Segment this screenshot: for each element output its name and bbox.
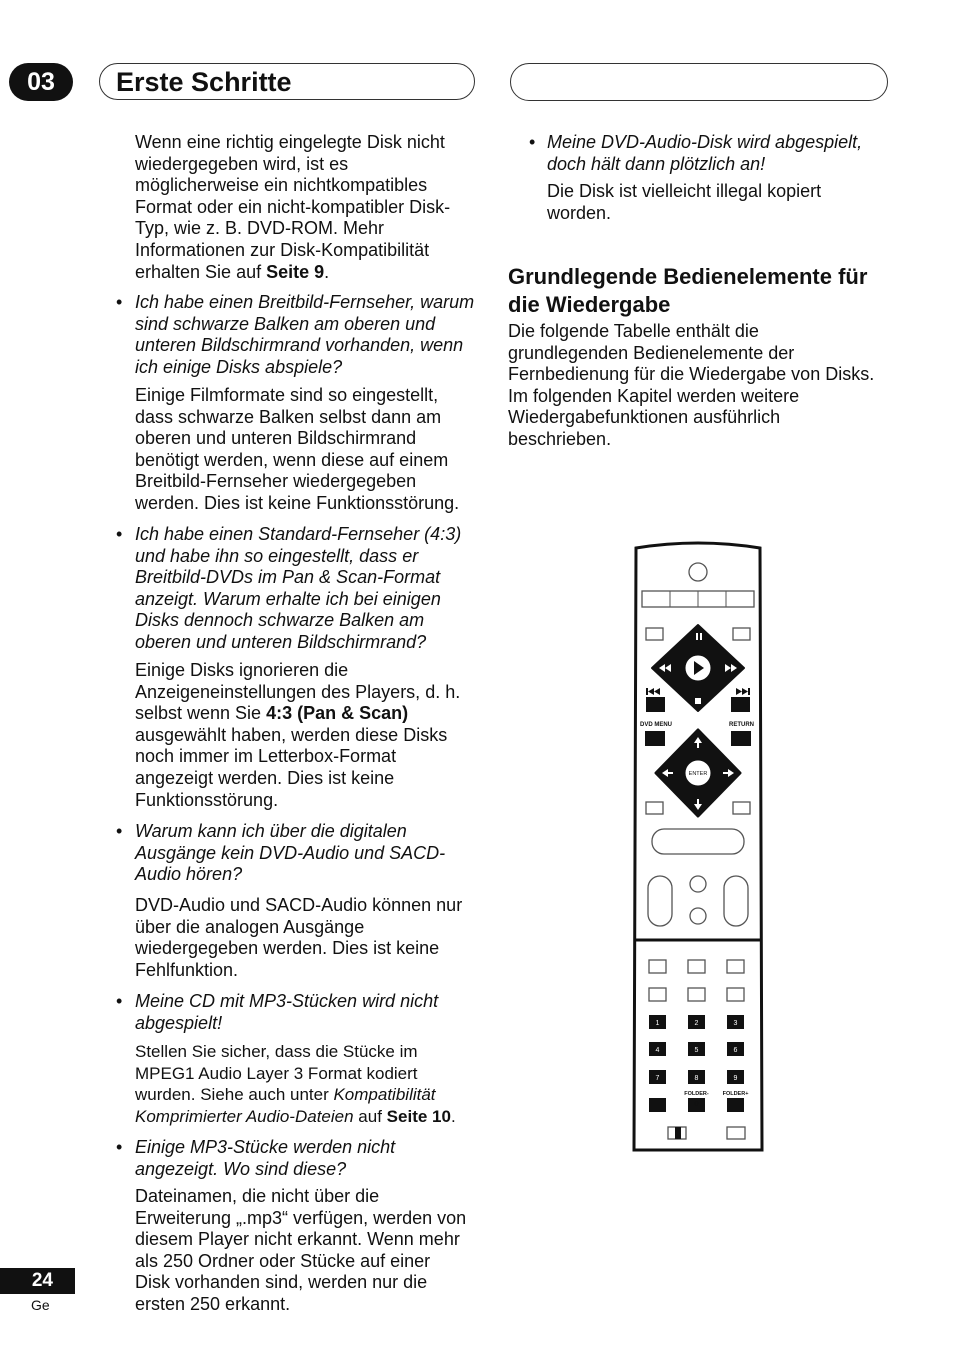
page-ref-9: Seite 9: [266, 261, 325, 282]
key-1: 1: [655, 1020, 660, 1027]
intro-text: Wenn eine richtig eingelegte Disk nicht wiedergegeben wird, ist es möglicherweise ein nichtkompatibles Format oder ein nicht-kompatibler Disk-Typ, wie z. B. DVD-ROM. Mehr Informationen zur Disk-Kompatibilität erhalten Sie auf: [135, 132, 451, 282]
bullet: •: [116, 1137, 123, 1157]
key-0: 0: [694, 1101, 699, 1108]
stop-icon: [695, 698, 701, 704]
question-mp3-cd: Meine CD mit MP3-Stücken wird nicht abgespielt!: [135, 991, 439, 1033]
pan-scan-setting: 4:3 (Pan & Scan): [266, 703, 409, 724]
answer-pan-scan-text: Einige Disks ignorieren die Anzeigeneinstellungen des Players, d. h. selbst wenn Sie: [135, 660, 461, 724]
intro-paragraph: [135, 132, 475, 283]
chapter-number-badge: 03: [9, 63, 73, 101]
key-3: 3: [733, 1020, 738, 1027]
folder-plus-label: FOLDER+: [722, 1091, 749, 1097]
key-8: 8: [694, 1075, 699, 1082]
question-digital-audio: Warum kann ich über die digitalen Ausgänge kein DVD-Audio und SACD-Audio hören?: [135, 821, 446, 885]
chapter-title: Erste Schritte: [116, 67, 292, 97]
answer-mp3-mid: auf: [353, 1106, 387, 1126]
key-4: 4: [655, 1047, 660, 1054]
dvd-menu-label: DVD MENU: [640, 722, 673, 728]
compat-section-ref: Kompatibilität Komprimierter Audio-Dateien: [135, 1085, 436, 1126]
section-heading: Grundlegende Bedienelemente für die Wiedergabe: [508, 264, 868, 317]
pause-icon: [696, 633, 698, 640]
answer-pan-scan: [135, 660, 475, 811]
answer-dvd-audio-stop: Die Disk ist vielleicht illegal kopiert worden.: [547, 181, 822, 223]
dvd-menu-button: [645, 731, 665, 746]
bullet: •: [116, 524, 123, 544]
bullet: •: [116, 821, 123, 841]
answer-mp3-missing: Dateinamen, die nicht über die Erweiterung „.mp3“ verfügen, werden von diesem Player nicht erkannt. Wenn mehr als 250 Ordner oder Stücke auf einer Disk vorhanden sind, werden nur die ersten 250 erkannt.: [135, 1186, 467, 1314]
language-code: Ge: [31, 1297, 50, 1313]
bullet: •: [116, 292, 123, 312]
question-pan-scan: Ich habe einen Standard-Fernseher (4:3) und habe ihn so eingestellt, dass er Breitbild-DVDs im Pan & Scan-Format anzeigt. Warum erhalte ich bei einigen Disks dennoch schwarze Balken am oberen und unteren Bildschirmrand?: [135, 524, 462, 652]
question-widescreen: Ich habe einen Breitbild-Fernseher, warum sind schwarze Balken am oberen und unteren Bildschirmrand vorhanden, wenn ich einige Disks abspiele?: [135, 292, 475, 377]
key-2: 2: [694, 1020, 699, 1027]
enter-key-button: [727, 1098, 744, 1112]
key-5: 5: [694, 1047, 699, 1054]
bullet: •: [116, 991, 123, 1011]
enter-label: ENTER: [688, 771, 708, 777]
section-intro: Die folgende Tabelle enthält die grundlegenden Bedienelemente der Fernbedienung für die Wiedergabe von Disks. Im folgenden Kapitel werden weitere Wiedergabefunktionen ausführlich beschrieben.: [508, 321, 875, 449]
page-ref-10: Seite 10: [386, 1106, 451, 1126]
answer-pan-scan-end: ausgewählt haben, werden diese Disks noch immer im Letterbox-Format angezeigt werden. Dies ist keine Funktionsstörung.: [135, 724, 448, 810]
prev-button: [646, 697, 665, 712]
remote-control-illustration: [632, 540, 764, 1153]
key-7: 7: [655, 1075, 660, 1082]
question-mp3-missing: Einige MP3-Stücke werden nicht angezeigt. Wo sind diese?: [135, 1137, 396, 1179]
clear-button: [649, 1098, 666, 1112]
bullet: •: [529, 132, 536, 152]
return-button: [731, 731, 751, 746]
answer-widescreen: Einige Filmformate sind so eingestellt, dass schwarze Balken selbst dann am oberen und unteren Bildschirmrand benötigt werden, wenn diese auf einem Breitbild-Fernseher wiedergegeben werden. Dies ist keine Funktionsstörung.: [135, 385, 460, 513]
return-label: RETURN: [729, 722, 754, 728]
folder-minus-label: FOLDER-: [684, 1091, 709, 1097]
number-keypad: [649, 1015, 744, 1084]
key-9: 9: [733, 1075, 738, 1082]
chapter-title-box: [99, 63, 475, 100]
key-6: 6: [733, 1047, 738, 1054]
question-dvd-audio-stop: Meine DVD-Audio-Disk wird abgespielt, doch hält dann plötzlich an!: [547, 132, 863, 174]
answer-mp3-text: Stellen Sie sicher, dass die Stücke im MPEG1 Audio Layer 3 Format kodiert wurden. Siehe auch unter: [135, 1042, 418, 1105]
next-button: [731, 697, 750, 712]
answer-mp3-cd: [135, 1041, 475, 1127]
page-number: 24: [0, 1268, 75, 1294]
intro-end: .: [324, 261, 330, 282]
answer-digital-audio: DVD-Audio und SACD-Audio können nur über die analogen Ausgänge wiedergegeben werden. Dies ist keine Fehlfunktion.: [135, 895, 463, 980]
header-empty-box: [510, 63, 888, 101]
answer-mp3-end: .: [450, 1106, 456, 1126]
